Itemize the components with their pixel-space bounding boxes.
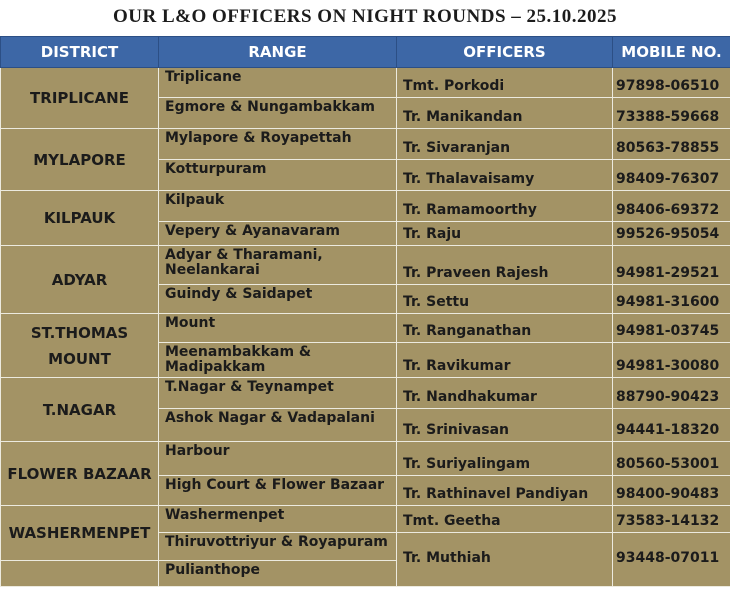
officer-cell: Tr. Sivaranjan [397,129,613,160]
mobile-cell: 80560-53001 [613,442,730,476]
table-row [1,246,730,285]
district-cell-empty [1,561,159,587]
table-row [1,68,730,98]
mobile-cell: 73583-14132 [613,506,730,533]
mobile-cell: 97898-06510 [613,68,730,98]
mobile-cell: 88790-90423 [613,378,730,409]
district-cell: WASHERMENPET [1,506,159,561]
table-row [1,506,730,533]
range-cell: Adyar & Tharamani, Neelankarai [159,246,397,285]
officer-cell: Tr. Ramamoorthy [397,191,613,222]
mobile-cell: 94981-03745 [613,314,730,343]
officer-cell: Tmt. Porkodi [397,68,613,98]
district-cell: FLOWER BAZAAR [1,442,159,506]
officer-cell: Tr. Muthiah [397,533,613,587]
district-cell: MYLAPORE [1,129,159,191]
table-row [1,191,730,222]
range-cell: Vepery & Ayanavaram [159,222,397,246]
column-header-officers: OFFICERS [397,37,613,68]
mobile-cell: 80563-78855 [613,129,730,160]
mobile-cell: 98406-69372 [613,191,730,222]
officer-cell: Tr. Rathinavel Pandiyan [397,476,613,506]
table-header-row [1,37,730,68]
officer-cell: Tr. Nandhakumar [397,378,613,409]
district-cell: ADYAR [1,246,159,314]
mobile-cell: 99526-95054 [613,222,730,246]
column-header-district: DISTRICT [1,37,159,68]
table-row [1,314,730,343]
range-cell: Harbour [159,442,397,476]
page-title: OUR L&O OFFICERS ON NIGHT ROUNDS – 25.10.2025 [112,6,618,27]
mobile-cell: 98409-76307 [613,160,730,191]
range-cell: Pulianthope [159,561,397,587]
officer-cell: Tr. Ravikumar [397,343,613,378]
mobile-cell: 93448-07011 [613,533,730,587]
range-cell: T.Nagar & Teynampet [159,378,397,409]
table-row [1,442,730,476]
column-header-mobile: MOBILE NO. [613,37,730,68]
officer-cell: Tr. Praveen Rajesh [397,246,613,285]
mobile-cell: 98400-90483 [613,476,730,506]
district-cell: T.NAGAR [1,378,159,442]
range-cell: Kotturpuram [159,160,397,191]
mobile-cell: 73388-59668 [613,98,730,129]
district-cell: TRIPLICANE [1,68,159,129]
table-row [1,129,730,160]
district-cell: KILPAUK [1,191,159,246]
range-cell: Mount [159,314,397,343]
range-cell: Kilpauk [159,191,397,222]
officer-cell: Tr. Settu [397,285,613,314]
mobile-cell: 94981-29521 [613,246,730,285]
range-cell: Thiruvottriyur & Royapuram [159,533,397,561]
officer-cell: Tr. Srinivasan [397,409,613,442]
mobile-cell: 94981-31600 [613,285,730,314]
range-cell: Egmore & Nungambakkam [159,98,397,129]
district-cell: ST.THOMAS MOUNT [1,314,159,378]
range-cell: Ashok Nagar & Vadapalani [159,409,397,442]
range-cell: High Court & Flower Bazaar [159,476,397,506]
table-row [1,378,730,409]
officer-cell: Tr. Suriyalingam [397,442,613,476]
officer-cell: Tr. Manikandan [397,98,613,129]
officer-cell: Tr. Raju [397,222,613,246]
range-cell: Washermenpet [159,506,397,533]
range-cell: Triplicane [159,68,397,98]
officer-cell: Tr. Thalavaisamy [397,160,613,191]
range-cell: Meenambakkam & Madipakkam [159,343,397,378]
officer-cell: Tmt. Geetha [397,506,613,533]
mobile-cell: 94441-18320 [613,409,730,442]
officers-table [0,36,730,587]
column-header-range: RANGE [159,37,397,68]
mobile-cell: 94981-30080 [613,343,730,378]
officer-cell: Tr. Ranganathan [397,314,613,343]
range-cell: Guindy & Saidapet [159,285,397,314]
range-cell: Mylapore & Royapettah [159,129,397,160]
